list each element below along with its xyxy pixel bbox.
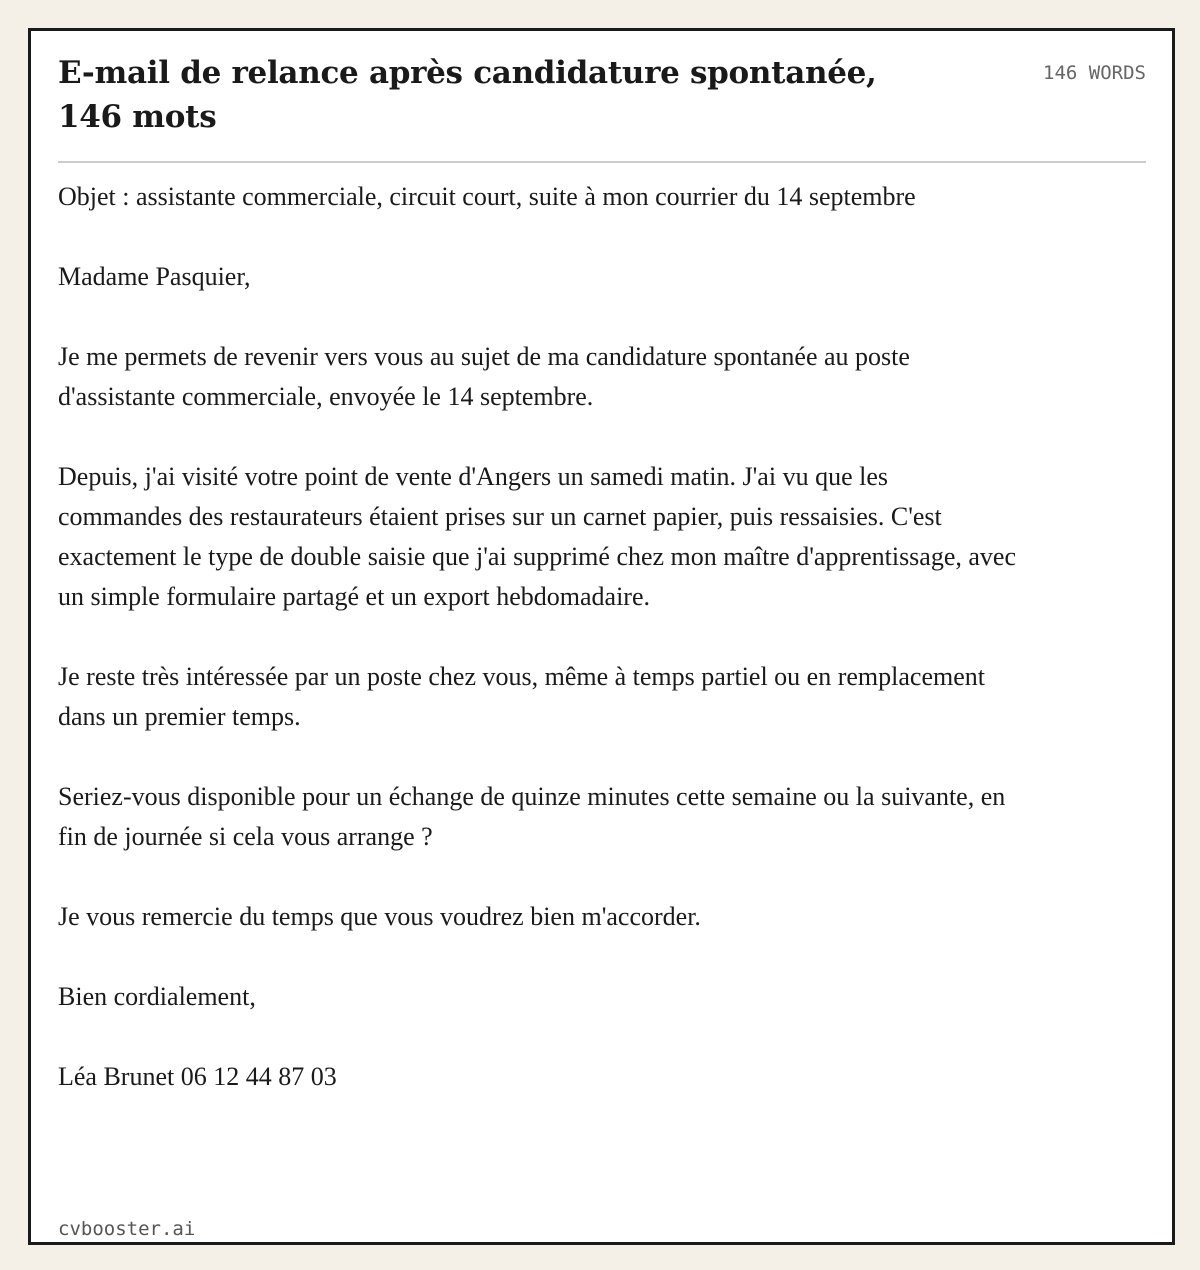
- email-salutation: Madame Pasquier,: [58, 262, 251, 291]
- email-paragraph: Je me permets de revenir vers vous au sujet de ma candidature spontanée au poste d'assistante commerciale, envoyée le 14 septembre.: [58, 342, 910, 411]
- email-paragraph: Seriez-vous disponible pour un échange de quinze minutes cette semaine ou la suivante, en fin de journée si cela vous arrange ?: [58, 782, 1006, 851]
- email-paragraph: Je reste très intéressée par un poste chez vous, même à temps partiel ou en remplacement dans un premier temps.: [58, 662, 985, 731]
- footer-brand: cvbooster.ai: [58, 1218, 196, 1240]
- email-paragraph: Je vous remercie du temps que vous voudrez bien m'accorder.: [58, 902, 701, 931]
- email-closing: Bien cordialement,: [58, 982, 256, 1011]
- page-title: E-mail de relance après candidature spontanée, 146 mots: [58, 55, 877, 135]
- email-signature: Léa Brunet 06 12 44 87 03: [58, 1062, 337, 1091]
- email-paragraph: Depuis, j'ai visité votre point de vente d'Angers un samedi matin. J'ai vu que les commandes des restaurateurs étaient prises sur un carnet papier, puis ressaisies. C'est exactement le type de double saisie que j'ai supprimé chez mon maître d'apprentissage, avec un simple formulaire partagé et un export hebdomadaire.: [58, 462, 1017, 611]
- word-count-badge: 146 WORDS: [1043, 62, 1146, 84]
- email-body: [58, 177, 1018, 1137]
- email-card: [28, 28, 1175, 1245]
- email-subject: Objet : assistante commerciale, circuit court, suite à mon courrier du 14 septembre: [58, 182, 916, 211]
- header-divider: [58, 161, 1146, 163]
